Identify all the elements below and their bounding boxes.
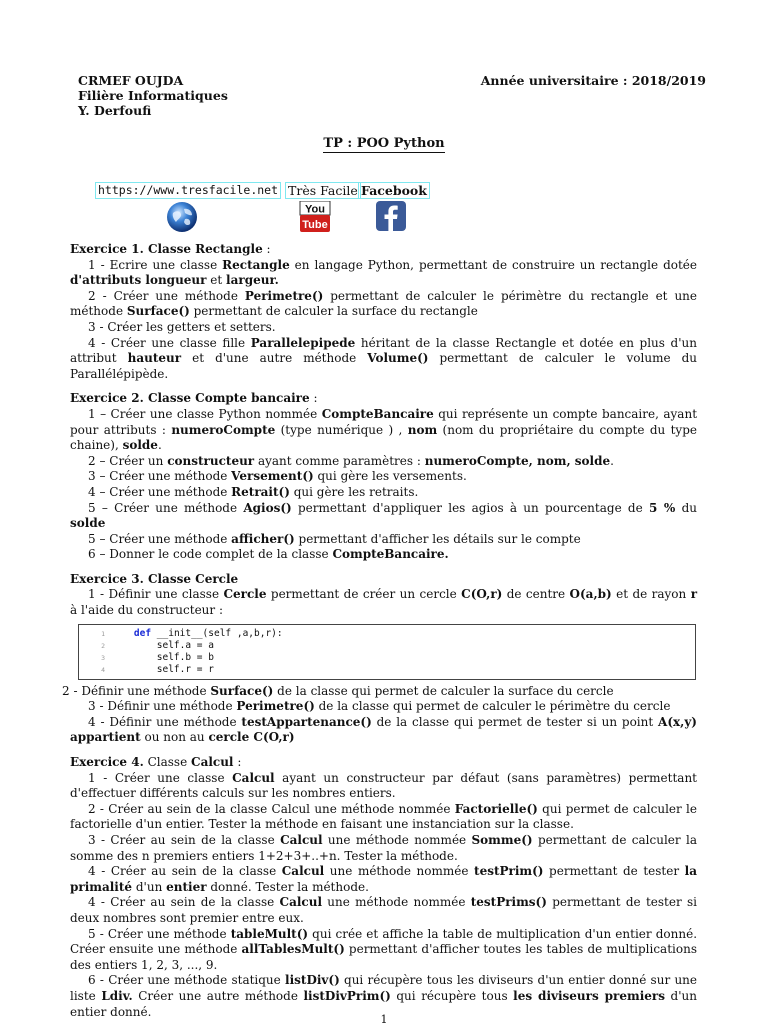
exercise-1: Exercice 1. Classe Rectangle : 1 - Ecrire une classe Rectangle en langage Python, permettant de construire un rectangle dotée d'attributs longueur et largeur. 2 - Créer une méthode Perimetre() permettant de calculer le périmètre du rectangle et une méthode Surface() permettant de calculer la surface du rectangle 3 - Créer les getters et setters. 4 - Créer une classe fille Parallelepipede héritant de la classe Rectangle et dotée en plus d'un attribut hauteur et d'une autre méthode Volume() permettant de calculer le volume du Parallélépipède. <box>70 242 698 381</box>
exercise-4-item: 3 - Créer au sein de la classe Calcul une méthode nommée Somme() permettant de calculer la somme des n premiers entiers 1+2+3+..+n. Tester la méthode. <box>70 833 697 863</box>
exercise-2-item: 2 – Créer un constructeur ayant comme paramètres : numeroCompte, nom, solde. <box>88 453 614 468</box>
exercise-3-item: 3 - Définir une méthode Perimetre() de la classe qui permet de calculer le périmètre du cercle <box>88 699 671 714</box>
exercise-1-title: Exercice 1. Classe Rectangle <box>70 242 263 256</box>
exercise-4-item: 6 - Créer une méthode statique listDiv() qui récupère tous les diviseurs d'un entier donné sur une liste Ldiv. Créer une autre méthode listDivPrim() qui récupère tous les diviseurs premiers d'un entier donné. <box>70 973 697 1019</box>
exercise-3-item: 4 - Définir une méthode testAppartenance() de la classe qui permet de tester si un point A(x,y) appartient ou non au cercle C(O,r) <box>70 714 697 745</box>
institution: CRMEF OUJDA <box>78 73 184 88</box>
exercise-1-item: 3 - Créer les getters et setters. <box>88 319 276 334</box>
exercise-2-item: 4 – Créer une méthode Retrait() qui gère les retraits. <box>88 484 419 499</box>
header-left <box>78 73 228 118</box>
exercise-2-item: 3 – Créer une méthode Versement() qui gère les versements. <box>88 469 467 484</box>
exercise-1-item: 2 - Créer une méthode Perimetre() permettant de calculer le périmètre du rectangle et une méthode Surface() permettant de calculer la surface du rectangle <box>70 288 698 319</box>
exercise-3-intro: 1 - Définir une classe Cercle permettant de créer un cercle C(O,r) de centre O(a,b) et de rayon r à l'aide du constructeur : <box>70 587 698 618</box>
facebook-icon[interactable] <box>376 201 406 231</box>
exercise-2-item: 5 – Créer une méthode afficher() permettant d'afficher les détails sur le compte <box>88 531 581 546</box>
exercise-4-item: 1 - Créer une classe Calcul ayant un constructeur par défaut (sans paramètres) permettant d'effectuer différents calculs sur les nombres entiers. <box>70 770 697 801</box>
exercise-3-item: 2 - Définir une méthode Surface() de la classe qui permet de calculer la surface du cercle <box>62 683 614 698</box>
page-number: 1 <box>380 1013 388 1026</box>
website-link[interactable]: https://www.tresfacile.net <box>95 182 281 199</box>
exercise-1-item: 1 - Ecrire une classe Rectangle en langage Python, permettant de construire un rectangle dotée d'attributs longueur et largeur. <box>70 257 698 288</box>
youtube-tube-text: Tube <box>302 219 328 231</box>
code-line: 2 self.a = a <box>101 639 214 651</box>
department: Filière Informatiques <box>78 88 228 103</box>
exercise-4-item: 4 - Créer au sein de la classe Calcul une méthode nommée testPrims() permettant de tester si deux nombres sont premier entre eux. <box>70 895 697 925</box>
tres-facile-link[interactable]: Très Facile <box>285 182 361 199</box>
author: Y. Derfoufi <box>78 103 152 118</box>
code-line: 4 self.r = r <box>101 663 214 675</box>
exercise-1-item: 4 - Créer une classe fille Parallelepipede héritant de la classe Rectangle et dotée en plus d'un attribut hauteur et d'une autre méthode Volume() permettant de calculer le volume du Parallélépipède. <box>70 335 698 381</box>
exercise-4-title: Exercice 4. Classe Calcul : <box>70 755 242 770</box>
code-block <box>78 624 696 680</box>
exercises <box>62 242 698 1020</box>
page-title: TP : POO Python <box>323 136 445 151</box>
code-line: 1 def __init__(self ,a,b,r): <box>101 627 283 639</box>
exercise-3-title: Exercice 3. Classe Cercle <box>70 571 239 586</box>
exercise-2: Exercice 2. Classe Compte bancaire : 1 – Créer une classe Python nommée CompteBancaire qui représente un compte bancaire, ayant pour attributs : numeroCompte (type numérique ) , nom (nom du propriétaire du compte du type chaine), solde. 2 – Créer un constructeur ayant comme paramètres : numeroCompte, nom, solde. 3 – Créer une méthode Versement() qui gère les versements. 4 – Créer une méthode Retrait() qui gère les retraits. 5 – Créer une méthode Agios() permettant d'appliquer les agios à un pourcentage de 5 % du solde 5 – Créer une méthode afficher() permettant d'afficher les détails sur le compte 6 – Donner le code complet de la classe CompteBancaire. <box>70 391 698 562</box>
exercise-4-item: 2 - Créer au sein de la classe Calcul une méthode nommée Factorielle() qui permet de calculer le factorielle d'un entier. Tester la méthode en faisant une instanciation sur la classe. <box>70 801 697 832</box>
globe-icon[interactable] <box>166 201 198 233</box>
code-line: 3 self.b = b <box>101 651 214 663</box>
youtube-you-text: You <box>305 203 325 216</box>
youtube-icon[interactable] <box>299 201 331 233</box>
exercise-2-item: 6 – Donner le code complet de la classe CompteBancaire. <box>88 547 449 562</box>
facebook-link[interactable]: Facebook <box>358 182 430 199</box>
exercise-2-title: Exercice 2. Classe Compte bancaire <box>70 391 310 406</box>
academic-year: Année universitaire : 2018/2019 <box>480 73 706 88</box>
exercise-4 <box>70 755 697 1020</box>
exercise-2-item: 1 – Créer une classe Python nommée CompteBancaire qui représente un compte bancaire, ayant pour attributs : numeroCompte (type numérique ) , nom (nom du propriétaire du compte du type chaine), solde. <box>70 406 698 453</box>
exercise-2-item: 5 – Créer une méthode Agios() permettant d'appliquer les agios à un pourcentage de 5 % du solde <box>70 500 697 531</box>
exercise-4-item: 5 - Créer une méthode tableMult() qui crée et affiche la table de multiplication d'un entier donné. Créer ensuite une méthode allTablesMult() permettant d'afficher toutes les tables de multiplications des entiers 1, 2, 3, ..., 9. <box>70 926 698 972</box>
exercise-3 <box>62 571 698 746</box>
exercise-4-item: 4 - Créer au sein de la classe Calcul une méthode nommée testPrim() permettant de tester la primalité d'un entier donné. Tester la méthode. <box>70 864 697 894</box>
